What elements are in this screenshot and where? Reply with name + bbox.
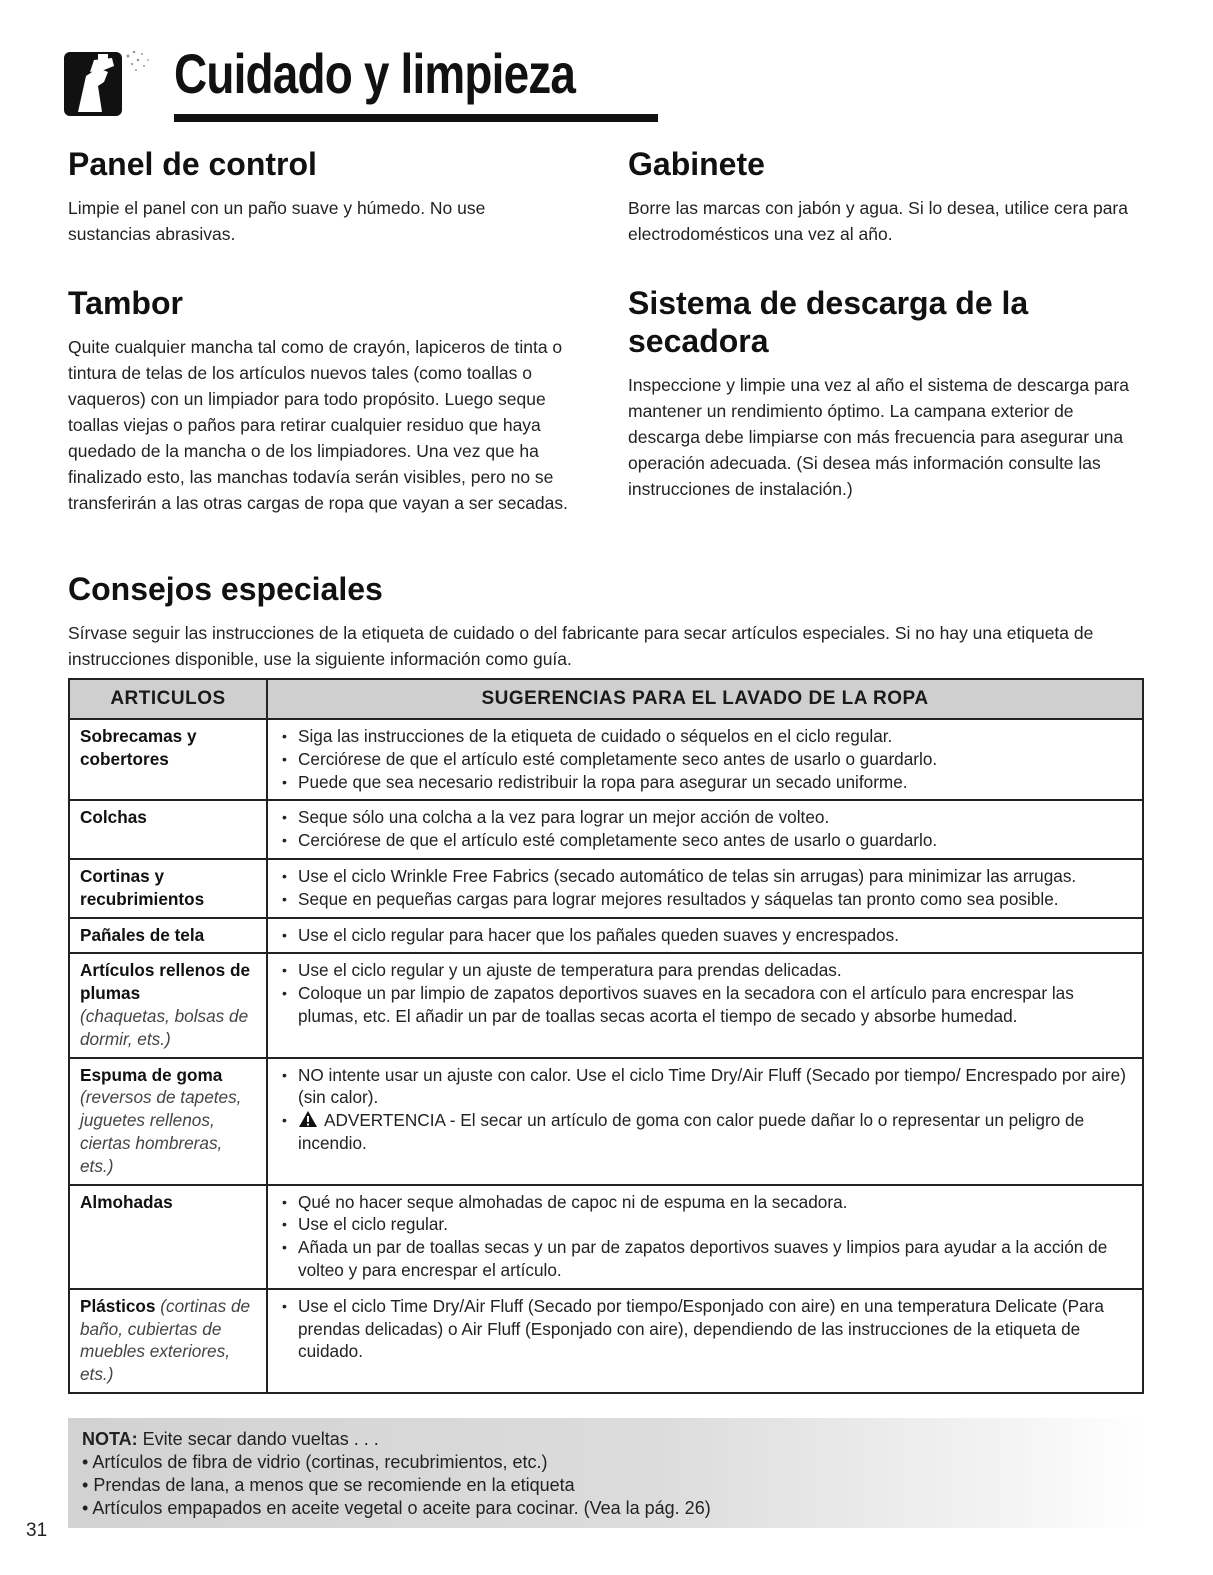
table-row (69, 953, 1143, 1057)
table-header-row (69, 679, 1143, 719)
tips-cell (267, 1289, 1143, 1393)
tip-item: • Puede que sea necesario redistribuir la ropa para asegurar un secado uniforme. (278, 771, 1132, 794)
tips-list (278, 865, 1132, 911)
section-consejos-especiales (68, 570, 1148, 672)
section-body: Inspeccione y limpie una vez al año el sistema de descarga para mantener un rendimiento óptimo. La campana exterior de descarga debe limpiarse con más frecuencia para asegurar una operación adecuada. (Si desea más información consulte las instrucciones de instalación.) (628, 375, 1129, 499)
article-name: Almohadas (80, 1191, 173, 1212)
tip-item: • Seque en pequeñas cargas para lograr mejores resultados y sáquelas tan pronto como sea posible. (278, 888, 1132, 911)
article-name: Plásticos (80, 1295, 156, 1316)
tips-cell (267, 1185, 1143, 1289)
article-cell (69, 918, 267, 954)
article-name: Sobrecamas y cobertores (80, 726, 197, 769)
tips-list (278, 1295, 1132, 1363)
page-title: Cuidado y limpieza (174, 42, 576, 105)
table-row (69, 918, 1143, 954)
column-header-sugerencias: SUGERENCIAS PARA EL LAVADO DE LA ROPA (267, 679, 1143, 719)
section-title: Tambor (68, 285, 183, 321)
article-note: (chaquetas, bolsas de dormir, ets.) (80, 1005, 249, 1049)
table-row (69, 859, 1143, 918)
article-cell (69, 859, 267, 918)
tip-item: • Cerciórese de que el artículo esté completamente seco antes de usarlo o guardarlo. (278, 748, 1132, 771)
warning-icon (298, 1110, 318, 1128)
tips-table (68, 678, 1144, 1394)
tips-cell (267, 953, 1143, 1057)
tips-cell (267, 918, 1143, 954)
warning-text: ADVERTENCIA - El secar un artículo de goma con calor puede dañar lo o representar un peligro de incendio. (298, 1110, 1085, 1153)
section-body: Borre las marcas con jabón y agua. Si lo desea, utilice cera para electrodomésticos una vez al año. (628, 198, 1128, 244)
note-heading (82, 1428, 1144, 1451)
page-header (64, 42, 604, 122)
table-row (69, 1289, 1143, 1393)
tip-item: • Use el ciclo regular y un ajuste de temperatura para prendas delicadas. (278, 959, 1132, 982)
table-row (69, 1058, 1143, 1185)
note-box (68, 1418, 1144, 1528)
note-label: NOTA: (82, 1429, 138, 1449)
section-body: Sírvase seguir las instrucciones de la etiqueta de cuidado o del fabricante para secar artículos especiales. Si no hay una etiqueta de instrucciones disponible, use la siguiente información como guía. (68, 623, 1094, 669)
article-cell (69, 1058, 267, 1185)
tips-list (278, 924, 1132, 947)
article-name: Colchas (80, 807, 147, 828)
tips-list (278, 959, 1132, 1027)
article-cell (69, 1185, 267, 1289)
section-body: Limpie el panel con un paño suave y húmedo. No use sustancias abrasivas. (68, 198, 486, 244)
section-gabinete (628, 145, 1148, 247)
tips-cell (267, 800, 1143, 859)
section-body: Quite cualquier mancha tal como de crayón, lapiceros de tinta o tintura de telas de los artículos nuevos tales (como toallas o vaqueros) con un limpiador para todo propósito. Luego seque toallas viejas o paños para retirar cualquier residuo que haya quedado de la mancha o de los limpiadores. Una vez que ha finalizado esto, las manchas todavía serán visibles, pero no se transferirán a las otras cargas de ropa que vayan a ser secadas. (68, 337, 568, 513)
section-tambor (68, 284, 568, 516)
article-cell (69, 953, 267, 1057)
table-row (69, 800, 1143, 859)
article-note: (cortinas de baño, cubiertas de muebles exteriores, ets.) (80, 1295, 251, 1385)
table-row (69, 1185, 1143, 1289)
article-cell (69, 1289, 267, 1393)
section-title: Panel de control (68, 146, 317, 182)
tip-item: • Use el ciclo regular. (278, 1213, 1132, 1236)
tips-cell (267, 859, 1143, 918)
tips-cell (267, 1058, 1143, 1185)
article-name: Artículos rellenos de plumas (80, 960, 251, 1004)
tip-item: • Cerciórese de que el artículo esté completamente seco antes de usarlo o guardarlo. (278, 829, 1132, 852)
tip-item: • Use el ciclo Wrinkle Free Fabrics (secado automático de telas sin arrugas) para minimizar las arrugas. (278, 865, 1132, 888)
tip-item: • Siga las instrucciones de la etiqueta de cuidado o séquelos en el ciclo regular. (278, 725, 1132, 748)
tip-item: • NO intente usar un ajuste con calor. Use el ciclo Time Dry/Air Fluff (Secado por tiempo/ Encrespado por aire) (sin calor). (278, 1064, 1132, 1110)
tips-list (278, 806, 1132, 852)
tip-item: • Use el ciclo Time Dry/Air Fluff (Secado por tiempo/Esponjado con aire) en una temperatura Delicate (Para prendas delicadas) o Air Fluff (Esponjado con aire), dependiendo de las instrucciones de la etiqueta de cuidado. (278, 1295, 1132, 1363)
article-name: Pañales de tela (80, 924, 205, 945)
section-title: Consejos especiales (68, 571, 383, 607)
title-underline (174, 114, 658, 122)
article-cell (69, 719, 267, 800)
tips-list (278, 1191, 1132, 1282)
table-row (69, 719, 1143, 800)
section-panel-de-control (68, 145, 568, 247)
tip-item: • Qué no hacer seque almohadas de capoc ni de espuma en la secadora. (278, 1191, 1132, 1214)
section-title: Sistema de descarga de la secadora (628, 285, 1029, 359)
tips-list (278, 725, 1132, 793)
spray-bottle-icon (64, 46, 152, 118)
section-sistema-de-descarga (628, 284, 1148, 502)
section-title: Gabinete (628, 146, 765, 182)
page-number: 31 (26, 1520, 48, 1541)
tip-item: • Use el ciclo regular para hacer que los pañales queden suaves y encrespados. (278, 924, 1132, 947)
tip-item: • Coloque un par limpio de zapatos deportivos suaves en la secadora con el artículo para encrespar las plumas, etc. El añadir un par de toallas secas acorta el tiempo de secado y absorbe humedad. (278, 982, 1132, 1028)
tips-list (278, 1064, 1132, 1155)
note-intro: Evite secar dando vueltas . . . (142, 1429, 379, 1449)
note-item: • Prendas de lana, a menos que se recomiende en la etiqueta (82, 1474, 1144, 1497)
article-name: Espuma de goma (80, 1064, 223, 1085)
article-cell (69, 800, 267, 859)
tip-item: • Seque sólo una colcha a la vez para lograr un mejor acción de volteo. (278, 806, 1132, 829)
tip-item-warning (278, 1109, 1132, 1155)
tip-item: • Añada un par de toallas secas y un par de zapatos deportivos suaves y limpios para ayudar a la acción de volteo y para encrespar el artículo. (278, 1236, 1132, 1282)
column-header-articulos: ARTICULOS (69, 679, 267, 719)
article-note: (reversos de tapetes, juguetes rellenos, ciertas hombreras, ets.) (80, 1087, 242, 1176)
note-item: • Artículos empapados en aceite vegetal o aceite para cocinar. (Vea la pág. 26) (82, 1497, 1144, 1520)
note-item: • Artículos de fibra de vidrio (cortinas, recubrimientos, etc.) (82, 1451, 1144, 1474)
tips-cell (267, 719, 1143, 800)
article-name: Cortinas y recubrimientos (80, 865, 205, 909)
